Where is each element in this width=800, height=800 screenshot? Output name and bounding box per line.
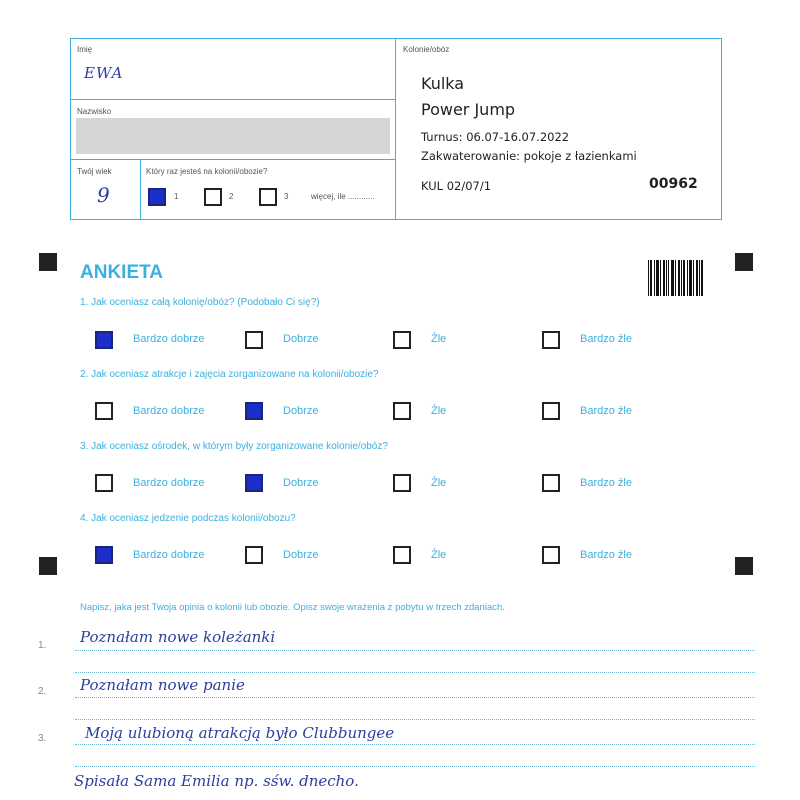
q1-option-zle: Źle [431, 333, 447, 345]
q2-option-dobrze: Dobrze [283, 405, 319, 417]
imie-value: EWA [84, 64, 124, 82]
line-number-3: 3. [38, 733, 47, 744]
q2-option-bardzo-zle: Bardzo źle [580, 405, 632, 417]
answer-line [75, 672, 755, 673]
code: KUL 02/07/1 [421, 179, 492, 193]
ktory-raz-option-1: 1 [174, 192, 179, 201]
q2-option-zle: Źle [431, 405, 447, 417]
answer-line-3: Moją ulubioną atrakcją było Clubbungee [85, 724, 395, 742]
ktory-raz-option-2: 2 [229, 192, 234, 201]
q3-option-bardzo-zle: Bardzo źle [580, 477, 632, 489]
answer-line-2: Poznałam nowe panie [80, 676, 245, 694]
q1-checkbox-bardzo-zle[interactable] [542, 331, 560, 349]
registration-marker [39, 253, 57, 271]
ktory-raz-checkbox-3[interactable] [259, 188, 277, 206]
q3-checkbox-bardzo-zle[interactable] [542, 474, 560, 492]
question-3: 3. Jak oceniasz ośrodek, w którym były zorganizowane kolonie/obóz? [80, 441, 388, 452]
imie-label: Imię [77, 45, 93, 54]
kolonia-label: Kolonie/obóz [403, 45, 450, 54]
q1-checkbox-dobrze[interactable] [245, 331, 263, 349]
q2-checkbox-dobrze[interactable] [245, 402, 263, 420]
registration-marker [735, 253, 753, 271]
survey-title: ANKIETA [80, 262, 164, 283]
q4-option-dobrze: Dobrze [283, 549, 319, 561]
question-2: 2. Jak oceniasz atrakcje i zajęcia zorganizowane na kolonii/obozie? [80, 369, 379, 380]
q1-checkbox-bardzo-dobrze[interactable] [95, 331, 113, 349]
q3-checkbox-dobrze[interactable] [245, 474, 263, 492]
q3-option-bardzo-dobrze: Bardzo dobrze [133, 477, 205, 489]
header-divider-vertical [395, 38, 396, 219]
q1-option-bardzo-zle: Bardzo źle [580, 333, 632, 345]
q1-checkbox-zle[interactable] [393, 331, 411, 349]
line-number-2: 2. [38, 686, 47, 697]
kolonia-name: Kulka [421, 74, 465, 93]
q1-option-dobrze: Dobrze [283, 333, 319, 345]
ktory-raz-label: Który raz jesteś na kolonii/obozie? [146, 167, 268, 176]
ktory-raz-checkbox-1[interactable] [148, 188, 166, 206]
registration-marker [39, 557, 57, 575]
q2-checkbox-zle[interactable] [393, 402, 411, 420]
q2-option-bardzo-dobrze: Bardzo dobrze [133, 405, 205, 417]
form-number: 00962 [649, 176, 698, 192]
line-number-1: 1. [38, 640, 47, 651]
q2-checkbox-bardzo-dobrze[interactable] [95, 402, 113, 420]
q4-checkbox-bardzo-dobrze[interactable] [95, 546, 113, 564]
answer-line-1: Poznałam nowe koleżanki [80, 628, 276, 646]
header-divider-wiek [140, 159, 141, 219]
q3-option-dobrze: Dobrze [283, 477, 319, 489]
answer-line [75, 650, 755, 651]
q2-checkbox-bardzo-zle[interactable] [542, 402, 560, 420]
answer-line [75, 744, 755, 745]
nazwisko-redacted-block [76, 118, 390, 154]
q3-checkbox-bardzo-dobrze[interactable] [95, 474, 113, 492]
nazwisko-label: Nazwisko [77, 107, 112, 116]
ktory-raz-option-3: 3 [284, 192, 289, 201]
wiek-label: Twój wiek [77, 167, 112, 176]
program-name: Power Jump [421, 100, 516, 119]
q1-option-bardzo-dobrze: Bardzo dobrze [133, 333, 205, 345]
q4-checkbox-zle[interactable] [393, 546, 411, 564]
footer-note: Spisała Sama Emilia np. sśw. dnecho. [74, 772, 359, 790]
q4-checkbox-bardzo-zle[interactable] [542, 546, 560, 564]
registration-marker [735, 557, 753, 575]
q4-checkbox-dobrze[interactable] [245, 546, 263, 564]
zakwaterowanie: Zakwaterowanie: pokoje z łazienkami [421, 149, 637, 163]
wiek-value: 9 [97, 183, 110, 207]
question-4: 4. Jak oceniasz jedzenie podczas kolonii/obozu? [80, 513, 296, 524]
wiecej-label: więcej, ile ............ [311, 192, 375, 201]
header-divider-h2 [70, 159, 396, 160]
q3-option-zle: Źle [431, 477, 447, 489]
opinion-prompt: Napisz, jaka jest Twoja opinia o kolonii lub obozie. Opisz swoje wrażenia z pobytu w trzech zdaniach. [80, 602, 505, 613]
answer-line [75, 766, 755, 767]
q3-checkbox-zle[interactable] [393, 474, 411, 492]
q4-option-bardzo-zle: Bardzo źle [580, 549, 632, 561]
answer-line [75, 719, 755, 720]
answer-line [75, 697, 755, 698]
question-1: 1. Jak oceniasz całą kolonię/obóz? (Podobało Ci się?) [80, 297, 320, 308]
q4-option-zle: Źle [431, 549, 447, 561]
q4-option-bardzo-dobrze: Bardzo dobrze [133, 549, 205, 561]
barcode [648, 260, 703, 296]
ktory-raz-checkbox-2[interactable] [204, 188, 222, 206]
header-divider-h1 [70, 99, 396, 100]
turnus: Turnus: 06.07-16.07.2022 [421, 130, 570, 144]
